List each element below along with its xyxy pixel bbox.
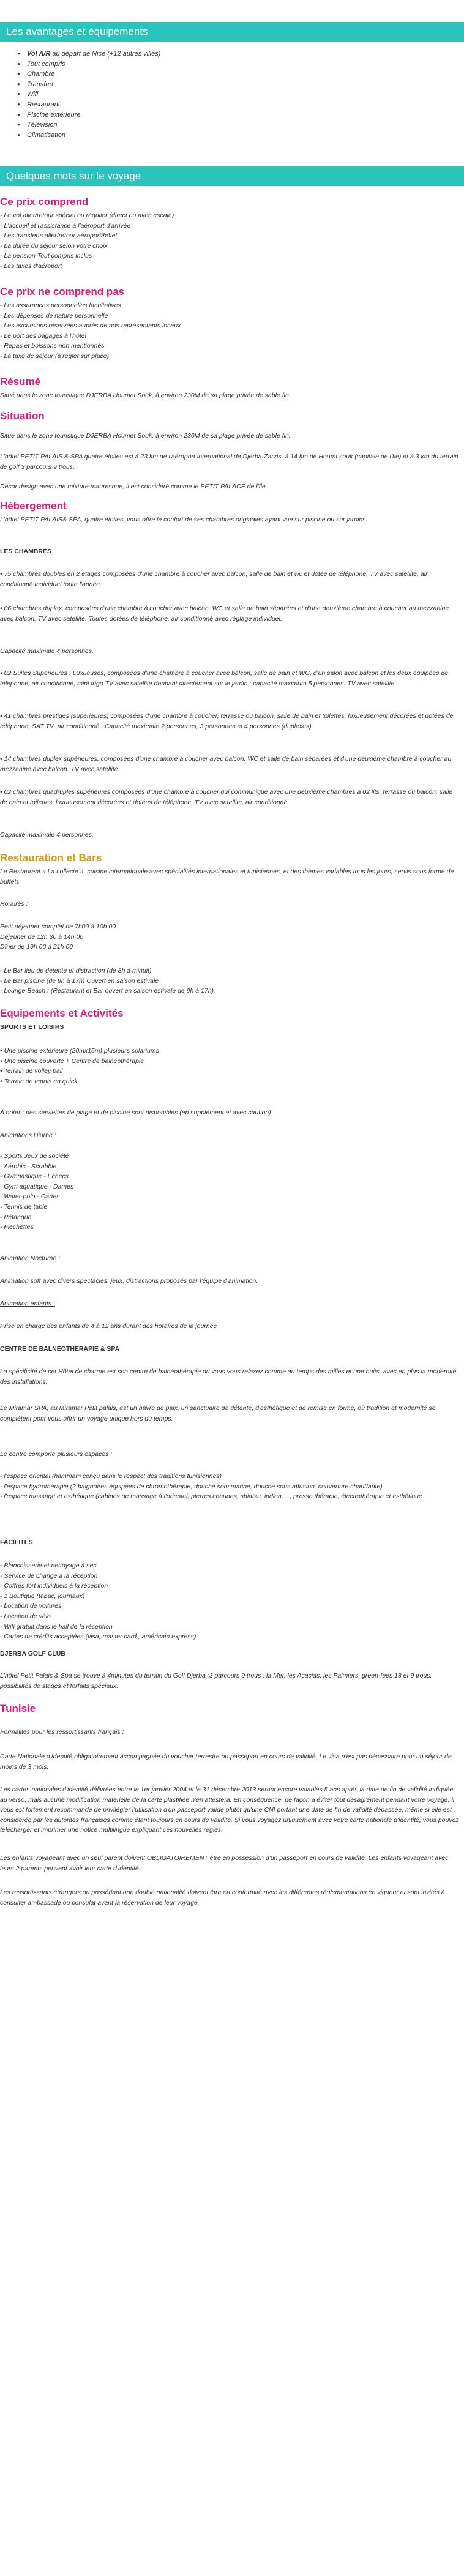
includes-title: Ce prix comprend	[0, 196, 89, 207]
hours-item: Déjeuner de 12h 30 à 14h 00	[0, 933, 84, 941]
situation-text-3: Décor design avec une mixture mauresque, il est considéré comme le PETIT PALACE de l'île.	[0, 483, 268, 490]
excludes-item: - Le port des bagages à l'hôtel	[0, 332, 86, 340]
spa-title: CENTRE DE BALNEOTHERAPIE & SPA	[0, 1345, 120, 1353]
sports-item: • Une piscine couverte + Centre de balnéothérapie	[0, 1057, 144, 1065]
situation-title: Situation	[0, 410, 45, 422]
sports-title: SPORTS ET LOISIRS	[0, 1023, 64, 1031]
formalities-text-4: Les ressortissants étrangers ou possédant une double nationalité doivent être en conformité avec les différentes réglementations en vigueur et sont invités à consulter ambassade ou consulat avant la réservation de leur voyage.	[0, 1889, 445, 1906]
bar-item: - Le Bar piscine (de 9h à 17h) Ouvert en saison estivale	[0, 977, 159, 985]
advantage-item: ● Transfert	[17, 80, 160, 90]
golf-text: L'hôtel Petit Palais & Spa se trouve à 4minutes du terrain du Golf Djerba :3 parcours 9 trous : la Mer, les Acacias, les Palmiers, green-fees 18 et 9 trous, possibilités de stages et forfaits spéciaux.	[0, 1672, 432, 1690]
room-type-3: • 02 Suites Supérieures : Luxueuses, composées d'une chambre à coucher avec balcon, salle de bain et WC, d'un salon avec balcon et les deux équipées de téléphone, air conditionné, mini frigo TV avec satellite donnant directement sur le jardin ; capacité maximum 5 personnes. TV avec satellite	[0, 670, 449, 687]
facilities-list	[0, 1561, 459, 1642]
excludes-item: - La taxe de séjour (à régler sur place)	[0, 352, 110, 360]
advantages-list	[17, 49, 160, 140]
advantage-item: ● Tout compris	[17, 59, 160, 70]
spa-space-item: - l'espace hydrothérapie (2 baignoires équipées de chromothérapie, douche sousmarine, douche sous affusion, couverture chauffante)	[0, 1482, 383, 1490]
night-animation-title: Animation Nocturne :	[0, 1255, 61, 1262]
includes-item: - L'accueil et l'assistance à l'aéroport d'arrivée	[0, 222, 131, 230]
day-animation-item: - Sports Jeux de société	[0, 1152, 69, 1160]
day-animation-item: - Pétanque	[0, 1213, 32, 1221]
advantage-item: ● Chambre	[17, 69, 160, 80]
room-type-5: • 14 chambres duplex supérieures, composées d'une chambre à coucher avec balcon, WC et salle de bain séparées et d'une deuxième chambre à coucher au mezzanine avec balcon. TV avec satellite.	[0, 755, 452, 773]
excludes-item: - Les excursions réservées auprès de nos représentants locaux	[0, 322, 181, 330]
bars-list	[0, 966, 459, 996]
day-animation-list	[0, 1151, 459, 1233]
includes-item: - La durée du séjour selon votre choix	[0, 242, 108, 250]
advantages-banner	[0, 22, 464, 42]
situation-text-1: Situé dans le zone touristique DJERBA Houmet Souk, à environ 230M de sa plage privée de sable fin.	[0, 432, 291, 439]
spa-space-item: - l'espace massage et esthétique (cabines de massage à l'oriental, pierres chaudes, shiatsu, indien…., presso thérapie, électrothérapie et esthétique	[0, 1493, 422, 1501]
golf-title: DJERBA GOLF CLUB	[0, 1650, 65, 1657]
hours-list	[0, 922, 459, 952]
excludes-item: - Repas et boissons non mentionnés	[0, 342, 105, 350]
advantage-flight-label: Vol A/R	[27, 50, 51, 58]
facility-item: - Coffres fort individuels à la réception	[0, 1582, 108, 1590]
bar-item: - Le Bar lieu de détente et distraction (de 8h à minuit)	[0, 967, 152, 974]
spa-spaces-label: Le centre comporte plusieurs espaces :	[0, 1450, 113, 1458]
advantage-item: ● Piscine extérieure	[17, 110, 160, 121]
tunisia-title: Tunisie	[0, 1703, 36, 1714]
advantage-item: ● Télévision	[17, 120, 160, 130]
voyage-title: Quelques mots sur le voyage	[6, 170, 141, 182]
room-type-6: • 02 chambres quadruples supérieures composées d'une chambre à coucher qui communique avec une deuxième chambres à 02 lits, terrasse ou balcon, salle de bain et toilettes, luxueusement décorées et dotées de téléphone, TV avec satellite, air conditionné.	[0, 788, 453, 806]
day-animation-item: - Water-polo - Cartes	[0, 1193, 60, 1201]
lodging-intro: L'hôtel PETIT PALAIS& SPA, quatre étoiles, vous offre le confort de ses chambres originales ayant vue sur piscine ou sur jardins.	[0, 516, 368, 523]
situation-text-2: L'hôtel PETIT PALAIS & SPA quatre étoiles est à 23 km de l'aéroport international de Djerba-Zarzis, à 14 km de Houmt souk (capitale de l'île) et à 3 km du terrain de golf 3 parcours 9 trous.	[0, 453, 458, 471]
facility-item: - 1 Boutique (tabac, journaux)	[0, 1592, 85, 1600]
day-animation-item: - Fléchettes	[0, 1223, 34, 1231]
hours-item: Petit déjeuner complet de 7h00 à 10h 00	[0, 923, 116, 930]
hours-item: Dîner de 19h 00 à 21h 00	[0, 943, 73, 951]
sports-list	[0, 1046, 459, 1086]
excludes-list	[0, 301, 459, 362]
summary-text: Situé dans le zone touristique DJERBA Houmet Souk, à environ 230M de sa plage privée de sable fin.	[0, 392, 291, 399]
excludes-title: Ce prix ne comprend pas	[0, 286, 125, 297]
kids-animation-text: Prise en charge des enfants de 4 à 12 ans durant des horaires de la journée	[0, 1323, 217, 1330]
facility-item: - Wifi gratuit dans le hall de la réception	[0, 1622, 113, 1630]
excludes-item: - Les dépenses de nature personnelle	[0, 312, 108, 319]
spa-spaces-list	[0, 1471, 459, 1502]
formalities-text-3: Les enfants voyageant avec un seul parent doivent OBLIGATOIREMENT être en possession d'un passeport en cours de validité. Les enfants voyageant avec leurs 2 parents peuvent avoir leur carte d'identité.	[0, 1854, 449, 1872]
facility-item: - Location de vélo	[0, 1612, 51, 1620]
restaurants-title: Restauration et Bars	[0, 852, 102, 864]
formalities-text-1: Carte Nationale d'Identité obligatoirement accompagnée du voucher terrestre ou passeport en cours de validité. Le visa n'est pas nécessaire pour un séjour de moins de 3 mois.	[0, 1753, 452, 1771]
facility-item: - Location de voitures	[0, 1602, 62, 1610]
includes-item: - Les transferts aller/retour aéroport/hôtel	[0, 232, 117, 240]
room-type-4: • 41 chambres prestiges (supérieures) composées d'une chambre à coucher, terrasse ou balcon, salle de bain et toilettes, luxueusement décorées et dotées de téléphone, SAT TV ,air conditionné . Capacité maximale 2 personnes, 3 personnes et 4 personnes (duplexes).	[0, 712, 454, 730]
advantage-item: ● Climatisation	[17, 130, 160, 141]
day-animation-item: - Gym aquatique - Dames	[0, 1182, 74, 1190]
sports-item: • Terrain de tennis en quick	[0, 1077, 78, 1085]
summary-title: Résumé	[0, 376, 41, 387]
advantages-title: Les avantages et équipements	[6, 26, 148, 37]
includes-item: - Les taxes d'aéroport	[0, 262, 62, 270]
room-type-2: • 06 chambres duplex, composées d'une chambre à coucher avec balcon, WC et salle de bain séparées et d'une deuxième chambre à coucher au mezzanine avec balcon. TV avec satellite. Toutes dotées de téléphone, air conditionné avec réglage individuel.	[0, 605, 449, 622]
includes-item: - Le vol aller/retour spécial ou régulier (direct ou avec escale)	[0, 212, 174, 219]
day-animation-item: - Gymnastique - Echecs	[0, 1173, 69, 1181]
advantage-item: ● Restaurant	[17, 100, 160, 110]
spa-text-1: La spécificité de cet Hôtel de charme est son centre de balnéothérapie ou vous vous relaxez comme au temps des milles et une nuits, avec en plus la modernité des installations.	[0, 1368, 457, 1386]
formalities-text-2: Les cartes nationales d'identité délivrées entre le 1er janvier 2004 et le 31 décembre 2013 seront encore valables 5 ans après la date de fin de validité indiquée au verso, mais aucune modification matérielle de la carte plastifiée n'en attestera. En conséquence, de façon à éviter tout désagrément pendant votre voyage, il vous est fortement recommandé de privilégier l'utilisation d'un passeport valide plutôt qu'une CNI portant une date de fin de validité dépassée, même si elle est considérée par les autorités françaises comme étant toujours en cours de validité. Si vous voyagez uniquement avec votre carte nationale d'identité, vous pouvez télécharger et imprimer une notice multilingue expliquant ces nouvelles règles.	[0, 1786, 459, 1834]
includes-item: - La pension Tout compris inclus	[0, 252, 92, 260]
formalities-label: Formalités pour les ressortissants français :	[0, 1728, 124, 1736]
includes-list	[0, 211, 459, 272]
room-type-2-capacity: Capacité maximale 4 personnes.	[0, 648, 94, 655]
facility-item: - Cartes de crédits acceptées (visa, master card., américain express)	[0, 1633, 196, 1641]
voyage-banner	[0, 166, 464, 186]
day-animation-title: Animations Diurne :	[0, 1132, 56, 1139]
advantage-item	[17, 49, 160, 59]
day-animation-item: - Aérobic - Scrabble	[0, 1162, 57, 1170]
activities-title: Equipements et Activités	[0, 1007, 124, 1019]
advantage-flight-detail: au départ de Nice (+12 autres villes)	[50, 50, 161, 58]
sports-item: • Une piscine extérieure (20mx15m) plusieurs solariums	[0, 1047, 159, 1055]
excludes-item: - Les assurances personnelles facultatives	[0, 302, 121, 309]
lodging-title: Hébergement	[0, 500, 67, 512]
towels-note: A noter : des serviettes de plage et de piscine sont disponibles (en supplément et avec caution)	[0, 1109, 271, 1116]
restaurant-intro: Le Restaurant « La collecte », cuisine internationale avec spécialités internationales et tunisiennes, et des thèmes variables tous les jours, servis sous forme de buffets	[0, 868, 454, 886]
facility-item: - Blanchisserie et nettoyage à sec	[0, 1562, 97, 1569]
bar-item: - Lounge Beach : (Restaurant et Bar ouvert en saison estivale de 9h à 17h)	[0, 987, 214, 995]
advantage-item: ● Wifi	[17, 89, 160, 100]
room-type-1: • 75 chambres doubles en 2 étages composées d'une chambre à coucher avec balcon, salle de bain et wc et dotée de téléphone, TV avec satellite, air conditionné individuel toute l'année.	[0, 570, 428, 588]
room-type-6-capacity: Capacité maximale 4 personnes.	[0, 831, 94, 838]
facilities-title: FACILITES	[0, 1539, 33, 1546]
spa-space-item: - l'espace oriental (hammam conçu dans le respect des traditions tunisiennes)	[0, 1473, 222, 1480]
rooms-title: LES CHAMBRES	[0, 548, 52, 555]
hours-label: Horaires :	[0, 900, 28, 908]
facility-item: - Service de change à la réception	[0, 1572, 98, 1580]
day-animation-item: - Tennis de table	[0, 1203, 48, 1211]
sports-item: • Terrain de volley ball	[0, 1067, 63, 1075]
night-animation-text: Animation soft avec divers spectacles, jeux, distractions proposés par l'équipe d'animation.	[0, 1277, 258, 1285]
spa-text-2: Le Miramar SPA, au Miramar Petit palais, est un havre de paix, un sanctuaire de détente, d'esthétique et de remise en forme, où tradition et modernité se complètent pour vous offrir un voyage unique hors du temps.	[0, 1405, 436, 1422]
kids-animation-title: Animation enfants :	[0, 1300, 55, 1307]
